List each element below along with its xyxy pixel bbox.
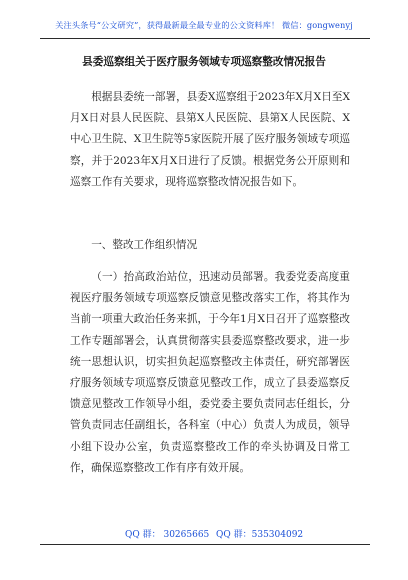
section-paragraph: （一）抬高政治站位，迅速动员部署。我委党委高度重视医疗服务领域专项巡察反馈意见整改落实工作，将其作为当前一项重大政治任务来抓，于今年1月X日召开了巡察整改工作专题部署会，认真贯彻落实县委巡察整改要求，进一步统一思想认识，切实担负起巡察整改主体责任，研究部署医疗服务领域专项巡察反馈意见整改工作，成立了县委巡察反馈意见整改工作领导小组，委党委主要负责同志任组长，分管负责同志任副组长，各科室（中心）负责人为成员，领导小组下设办公室，负责巡察整改工作的牵头协调及日常工作，确保巡察整改工作有序有效开展。 [70,271,350,474]
section-heading: 一、整改工作组织情况 [91,239,198,251]
footer-qq-group-left: QQ 群： 30265665 [125,530,210,540]
header-divider [40,38,370,39]
footer [0,527,408,541]
footer-qq-group-right: QQ 群：535304092 [216,530,304,540]
document-title: 县委巡察组关于医疗服务领域专项巡察整改情况报告 [82,56,326,68]
header-banner: 关注头条号“公文研究”，获得最新最全最专业的公文资料库！ 微信：gongwenyj [55,20,353,30]
footer-divider [40,544,370,545]
intro-paragraph: 根据县委统一部署，县委X巡察组于2023年X月X日至X月X日对县人民医院、县第X人民医院、县第X人民医院、X中心卫生院、X卫生院等5家医院开展了医疗服务领域专项巡察，并于2023年X月X日进行了反馈。根据党务公开原则和巡察工作有关要求，现将巡察整改情况报告如下。 [70,91,350,188]
